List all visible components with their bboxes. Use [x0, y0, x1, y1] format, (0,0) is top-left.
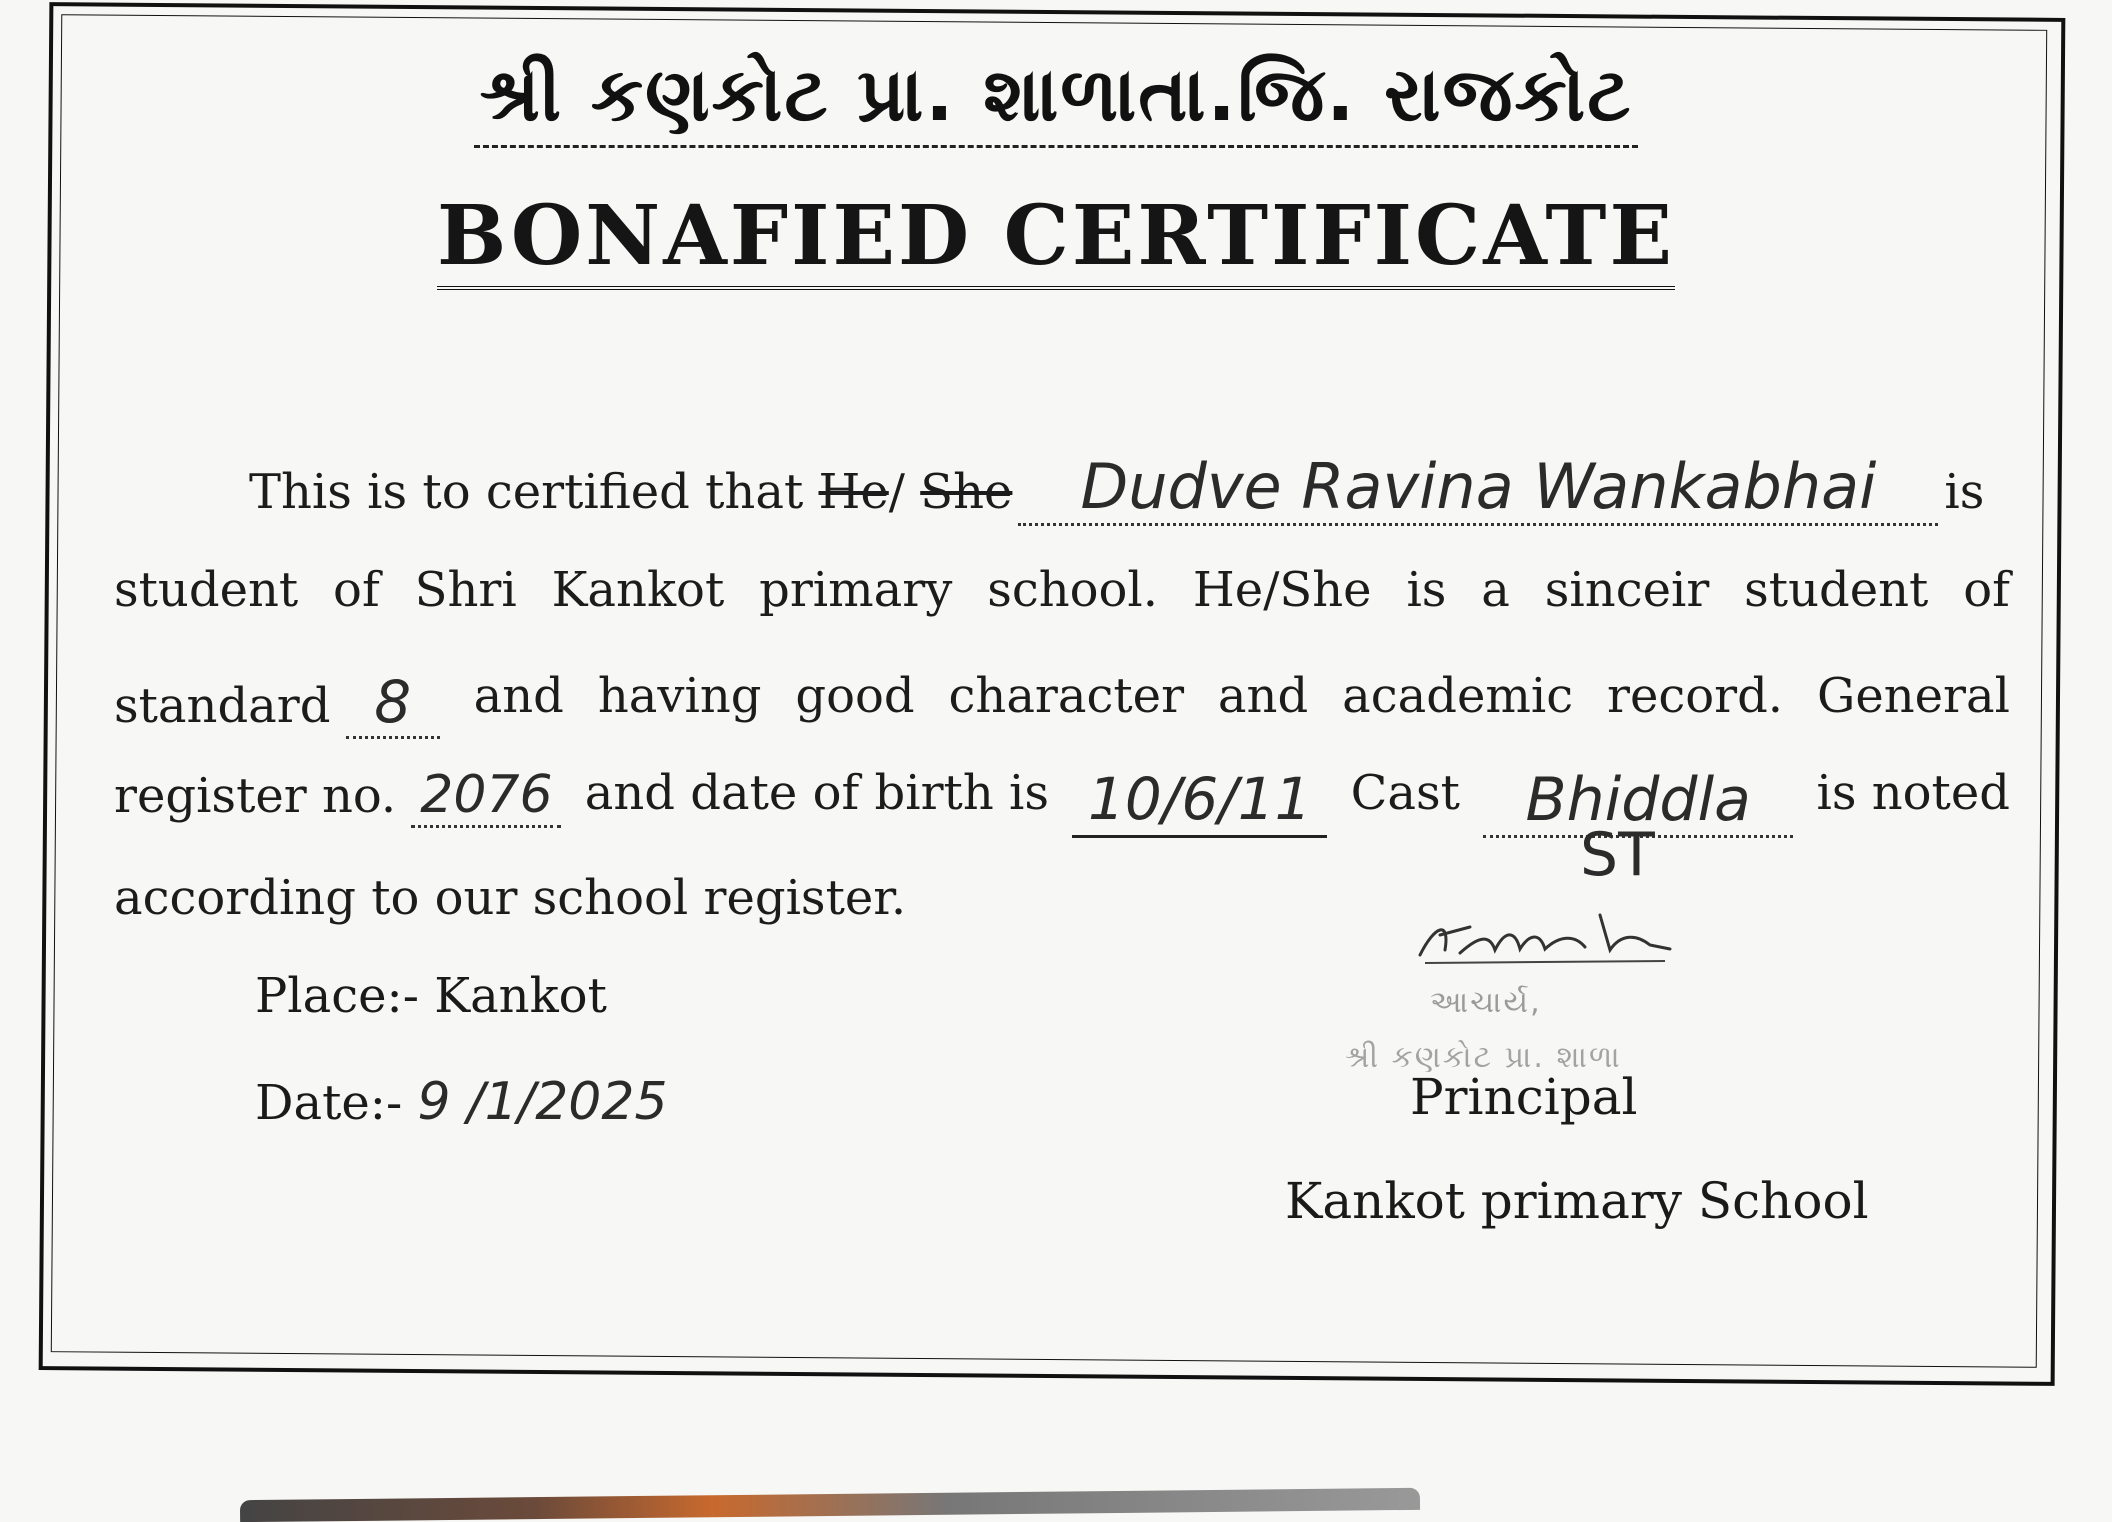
body-line-3 — [114, 668, 2010, 739]
line3-word: General — [1816, 668, 2010, 724]
line2-word: of — [1963, 562, 2010, 618]
line3-word: and — [1217, 668, 1309, 724]
line2-word: Kankot — [551, 562, 725, 618]
student-name: Dudve Ravina Wankabhai — [1018, 450, 1938, 526]
line2-word: student — [1744, 562, 1929, 618]
issue-date: 9 /1/2025 — [417, 1072, 668, 1132]
line2-word: of — [333, 562, 380, 618]
line2-word: is — [1406, 562, 1447, 618]
body-line-1 — [114, 450, 2025, 526]
line2-word: He/She — [1192, 562, 1372, 618]
pronoun-he-struck: He — [818, 464, 889, 520]
body-line-2 — [114, 562, 2010, 618]
line2-word: primary — [759, 562, 953, 618]
line2-word: a — [1481, 562, 1510, 618]
school-name-gujarati: શ્રી કણકોટ પ્રા. શાળાતા.જિ. રાજકોટ — [0, 52, 2112, 148]
school-name-footer: Kankot primary School — [1285, 1172, 1869, 1230]
place-label: Place:- Kankot — [255, 968, 607, 1024]
cast-label: Cast — [1350, 765, 1460, 821]
line2-word: school. — [987, 562, 1159, 618]
body-line-4 — [114, 765, 2010, 838]
body-line-5: according to our school register. — [114, 870, 907, 926]
certificate-title: BONAFIED CERTIFICATE — [0, 188, 2112, 284]
line3-word: having — [597, 668, 762, 724]
cast-value: Bhiddla — [1483, 765, 1793, 838]
line1-prefix: This is to certified that — [249, 464, 804, 520]
register-number: 2076 — [411, 765, 561, 828]
line3-word: academic — [1342, 668, 1574, 724]
noted-label: is noted — [1816, 765, 2010, 821]
pronoun-she: She — [920, 464, 1013, 520]
register-group: register no. 2076 — [114, 765, 561, 838]
line2-word: student — [114, 562, 299, 618]
line2-word: sinceir — [1544, 562, 1710, 618]
line3-word: and — [473, 668, 564, 724]
dob-label: and date of birth is — [584, 765, 1049, 821]
pronoun-slash: / — [888, 464, 905, 520]
date-of-birth: 10/6/11 — [1072, 765, 1327, 838]
stamp-line-1: આચાર્ય, — [1430, 985, 1542, 1020]
standard-value: 8 — [346, 668, 440, 739]
background-object-strip — [240, 1488, 1420, 1522]
line3-word: good — [795, 668, 915, 724]
date-line — [255, 1072, 668, 1132]
line2-word: Shri — [414, 562, 517, 618]
date-label: Date:- — [255, 1075, 403, 1131]
stamp-line-2: શ્રી કણકોટ પ્રા. શાળા — [1345, 1040, 1622, 1075]
line1-suffix: is — [1944, 464, 1985, 520]
line3-start: standard 8 — [114, 668, 440, 739]
line3-word: character — [948, 668, 1185, 724]
principal-signature — [1410, 905, 1680, 975]
principal-label: Principal — [1410, 1068, 1638, 1126]
line3-word: record. — [1607, 668, 1784, 724]
cast-category: ST — [1580, 820, 1655, 890]
